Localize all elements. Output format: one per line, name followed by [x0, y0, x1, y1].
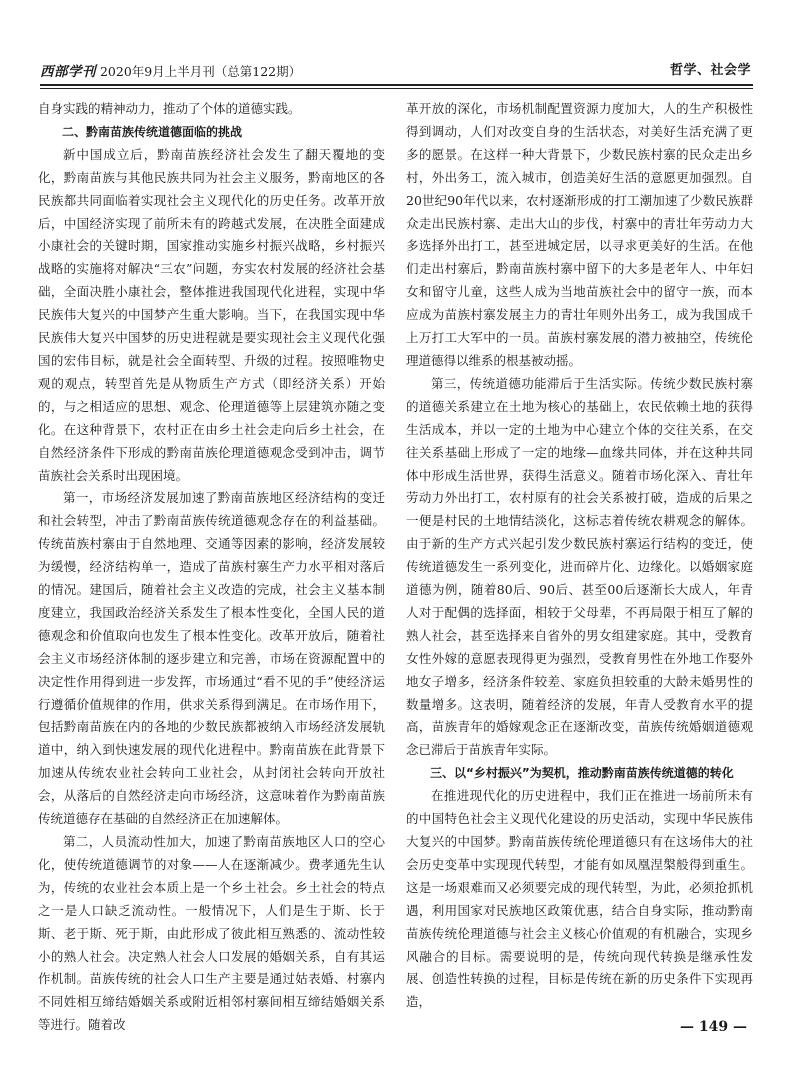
- paragraph: 第三，传统道德功能滞后于生活实际。传统少数民族村寨的道德关系建立在土地为核心的基础上，农民依赖土地的获得生活成本，并以一定的土地为中心建立个体的交往关系，在交往关系基础上形成了一定的地缘—血缘共同体，并在这种共同体中形成生活世界，获得生活意义。随着市场化深入、青壮年劳动力外出打工，农村原有的社会关系被打破，造成的后果之一便是村民的土地情结淡化，这标志着传统农耕观念的解体。由于新的生产方式兴起引发少数民族村寨运行结构的变迁，使传统道德发生一系列变化，进而碎片化、边缘化。以婚姻家庭道德为例，随着80后、90后、甚至00后逐渐长大成人，年青人对于配偶的选择面，相较于父母辈，不再局限于相互了解的熟人社会，甚至选择来自省外的男女组建家庭。其中，受教育女性外嫁的意愿表现得更为强烈，受教育男性在外地工作娶外地女子增多，经济条件较差、家庭负担较重的大龄未婚男性的数量增多。这表明，随着经济的发展，年青人受教育水平的提高，苗族青年的婚嫁观念正在逐渐改变，苗族传统婚姻道德观念已滞后于苗族青年实际。: [406, 375, 753, 758]
- header-rule-thick: [40, 84, 753, 86]
- paragraph: 新中国成立后，黔南苗族经济社会发生了翻天覆地的变化，黔南苗族与其他民族共同为社会主义服务，黔南地区的各民族都共同面临着实现社会主义现代化的历史任务。改革开放后，中国经济实现了前所未有的跨越式发展，在决胜全面建成小康社会的关键时期，国家推动实施乡村振兴战略，乡村振兴战略的实施将对解决“三农”问题，夯实农村发展的经济社会基础，全面决胜小康社会，整体推进我国现代化进程，实现中华民族伟大复兴的中国梦产生重大影响。当下，在我国实现中华民族伟大复兴中国梦的历史进程就是要实现社会主义现代化强国的宏伟目标，就是社会全面转型、升级的过程。按照唯物史观的观点，转型首先是从物质生产方式（即经济关系）开始的，与之相适应的思想、观念、伦理道德等上层建筑亦随之变化。在这种背景下，农村正在由乡土社会走向后乡土社会，在自然经济条件下形成的黔南苗族伦理道德观念受到冲击，调节苗族社会关系时出现困境。: [38, 146, 385, 483]
- journal-logo: 西部学刊: [40, 64, 96, 80]
- running-header: [40, 58, 753, 82]
- paragraph: 在推进现代化的历史进程中，我们正在推进一场前所未有的中国特色社会主义现代化建设的历史活动，实现中华民族伟大复兴的中国梦。黔南苗族传统伦理道德只有在这场伟大的社会历史变革中实现现代转型，才能有如凤凰涅槃般得到重生。这是一场艰难而又必须要完成的现代转型，为此，必须抢抓机遇，利用国家对民族地区政策优惠，结合自身实际，推动黔南苗族传统伦理道德与社会主义核心价值观的有机融合，实现乡风融合的目标。需要说明的是，传统向现代转换是继承性发展、创造性转换的过程，目标是传统在新的历史条件下实现再造，: [406, 788, 753, 1010]
- journal-info: [40, 60, 301, 80]
- paragraph: 革开放的深化，市场机制配置资源力度加大，人的生产积极性得到调动，人们对改变自身的生活状态，对美好生活充满了更多的愿景。在这样一种大背景下，少数民族村寨的民众走出乡村，外出务工，流入城市，创造美好生活的意愿更加强烈。自20世纪90年代以来，农村逐渐形成的打工潮加速了少数民族群众走出民族村寨、走出大山的步伐，村寨中的青壮年劳动力大多选择外出打工，甚至进城定居，以寻求更美好的生活。在他们走出村寨后，黔南苗族村寨中留下的大多是老年人、中年妇女和留守儿童，这些人成为当地苗族社会中的留守一族，而本应成为苗族村寨发展主力的青壮年则外出务工，成为我国成千上万打工大军中的一员。苗族村寨发展的潜力被抽空，传统伦理道德得以维系的根基被动摇。: [406, 101, 753, 368]
- section-title: 哲学、社会学: [669, 63, 751, 78]
- page-number: — 149 —: [680, 1019, 747, 1035]
- left-column: [38, 98, 385, 1037]
- right-column: [406, 98, 753, 1014]
- header-rule-thin: [40, 88, 753, 89]
- paragraph: 第一，市场经济发展加速了黔南苗族地区经济结构的变迁和社会转型，冲击了黔南苗族传统道德观念存在的利益基础。传统苗族村寨由于自然地理、交通等因素的影响，经济发展较为缓慢，经济结构单一，造成了苗族村寨生产力水平相对落后的情况。建国后，随着社会主义改造的完成，社会主义基本制度建立，我国政治经济关系发生了根本性变化，全国人民的道德观念和价值取向也发生了根本性变化。改革开放后，随着社会主义市场经济体制的逐步建立和完善，市场在资源配置中的决定性作用得到进一步发挥，市场通过“看不见的手”使经济运行遵循价值规律的作用，供求关系得到满足。在市场作用下，包括黔南苗族在内的各地的少数民族都被纳入市场经济发展轨道中，纳入到快速发展的现代化进程中。黔南苗族在此背景下加速从传统农业社会转向工业社会，从封闭社会转向开放社会，从落后的自然经济走向市场经济，这意味着作为黔南苗族传统道德存在基础的自然经济正在加速解体。: [38, 490, 385, 827]
- journal-issue: 2020年9月上半月刊（总第122期）: [99, 64, 302, 79]
- section-heading: 二、黔南苗族传统道德面临的挑战: [62, 124, 243, 139]
- paragraph: 第二，人员流动性加大，加速了黔南苗族地区人口的空心化，使传统道德调节的对象——人在逐渐减少。费孝通先生认为，传统的农业社会本质上是一个乡土社会。乡土社会的特点之一是人口缺乏流动性。一般情况下，人们是生于斯、长于斯、老于斯、死于斯，由此形成了彼此相互熟悉的、流动性较小的熟人社会。决定熟人社会人口发展的婚姻关系，自有其运作机制。苗族传统的社会人口生产主要是通过姑表婚、村寨内不同姓相互缔结婚姻关系或附近相邻村寨间相互缔结婚姻关系等进行。随着改: [38, 834, 385, 1033]
- section-heading: 三、以“乡村振兴”为契机，推动黔南苗族传统道德的转化: [430, 766, 734, 781]
- paragraph: 自身实践的精神动力，推动了个体的道德实践。: [38, 101, 301, 116]
